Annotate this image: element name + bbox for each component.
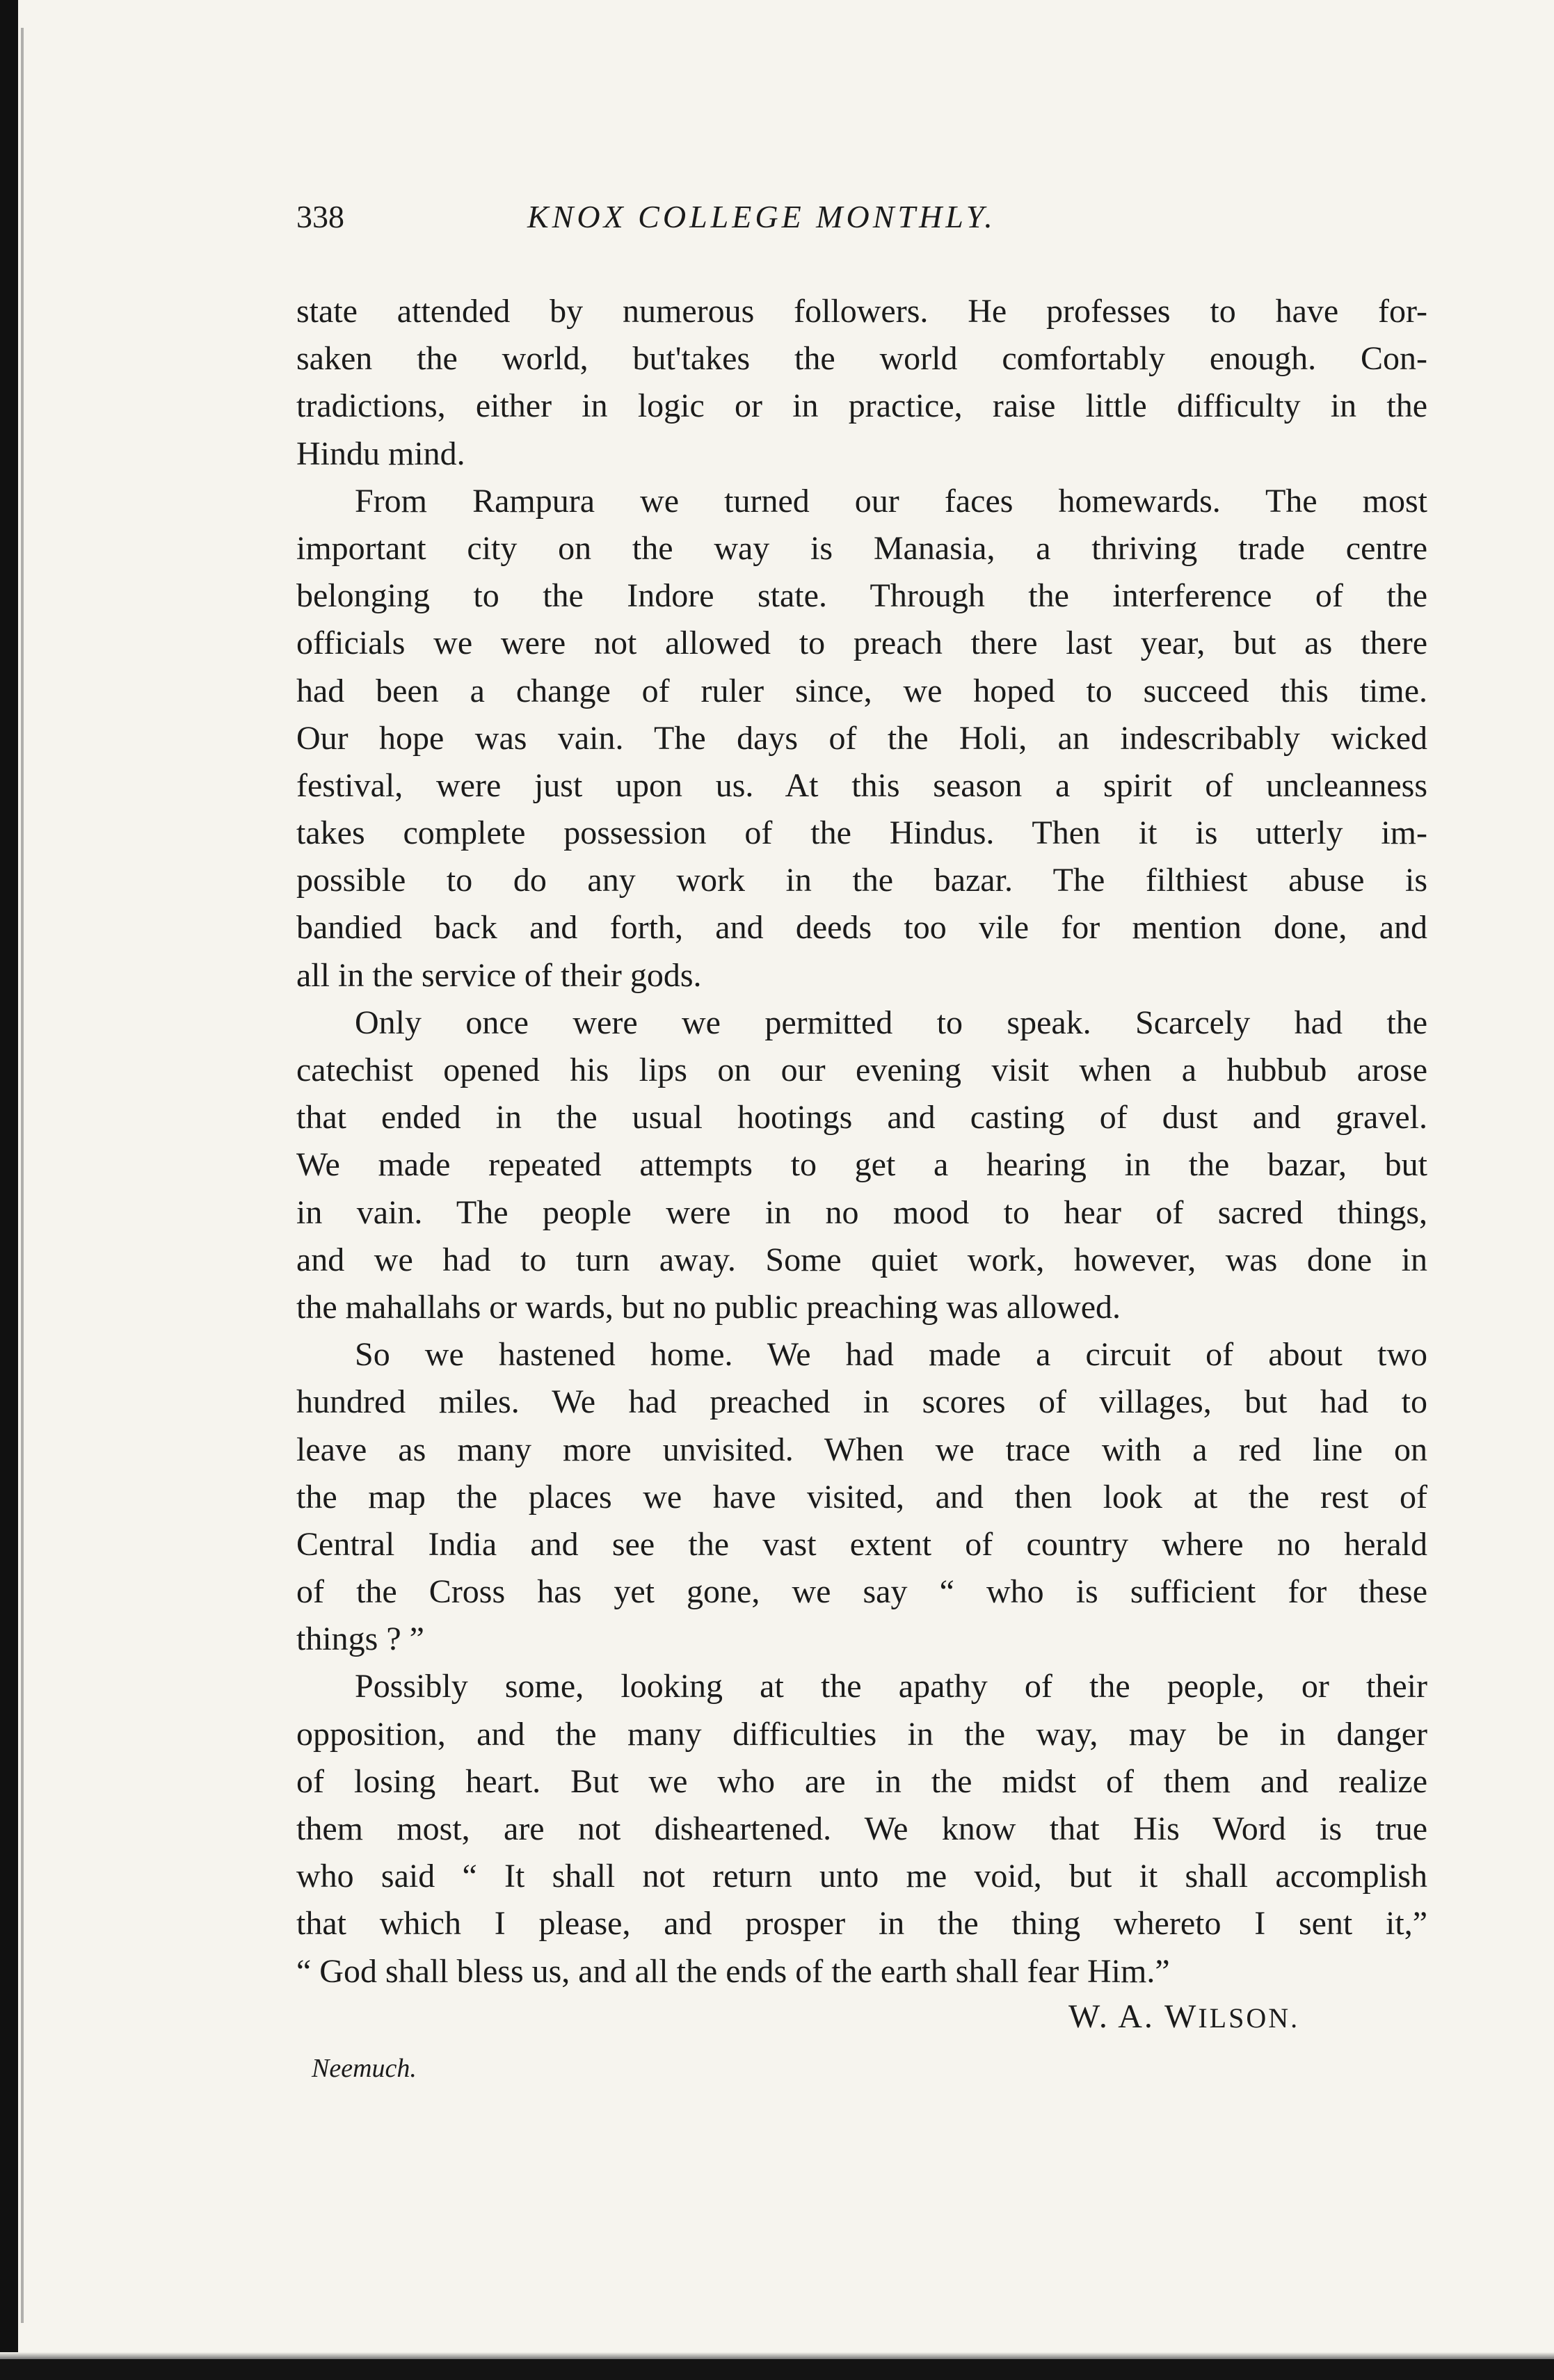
signature-initials: W. A. W [1068,1998,1199,2035]
bottom-edge-fade [0,2352,1554,2359]
text-line: had been a change of ruler since, we hoped to succeed this time. [296,672,1427,709]
text-line: that ended in the usual hootings and casting of dust and gravel. [296,1099,1427,1136]
text-line: officials we were not allowed to preach there last year, but as there [296,625,1427,662]
text-line: festival, were just upon us. At this season a spirit of uncleanness [296,766,1427,804]
text-line: From Rampura we turned our faces homewards. The most [355,482,1427,520]
text-line: things ? ” [296,1621,424,1658]
author-signature [1068,1997,1299,2036]
text-line: belonging to the Indore state. Through the interference of the [296,577,1427,615]
text-line: possible to do any work in the bazar. The filthiest abuse is [296,862,1427,899]
text-line: leave as many more unvisited. When we trace with a red line on [296,1431,1427,1468]
signature-surname: ILSON. [1198,2002,1300,2034]
left-edge-line [21,28,24,2323]
text-line: state attended by numerous followers. He professes to have for- [296,293,1427,330]
text-line: bandied back and forth, and deeds too vile for mention done, and [296,909,1427,947]
text-line: the mahallahs or wards, but no public preaching was allowed. [296,1288,1121,1326]
page-header [0,198,1554,240]
text-line: important city on the way is Manasia, a thriving trade centre [296,529,1427,567]
place-line: Neemuch. [312,2054,417,2083]
text-line: Our hope was vain. The days of the Holi, an indescribably wicked [296,719,1427,757]
text-line: in vain. The people were in no mood to hear of sacred things, [296,1193,1427,1231]
text-line: So we hastened home. We had made a circuit of about two [355,1336,1427,1374]
text-line: opposition, and the many difficulties in the way, may be in danger [296,1715,1427,1753]
article-body [296,288,1427,1995]
text-line: and we had to turn away. Some quiet work, however, was done in [296,1241,1427,1278]
left-edge-shadow [0,0,18,2380]
text-line: saken the world, but'takes the world comfortably enough. Con- [296,340,1427,378]
text-line: Only once were we permitted to speak. Scarcely had the [355,1004,1427,1041]
page-number: 338 [296,199,344,234]
running-title: KNOX COLLEGE MONTHLY. [527,199,996,234]
text-line: “ God shall bless us, and all the ends of the earth shall fear Him.” [296,1952,1170,1990]
text-line: of losing heart. But we who are in the midst of them and realize [296,1762,1427,1800]
text-line: that which I please, and prosper in the thing whereto I sent it,” [296,1905,1427,1943]
text-line: Possibly some, looking at the apathy of the people, or their [355,1668,1427,1705]
text-line: of the Cross has yet gone, we say “ who is sufficient for these [296,1573,1427,1611]
text-line: hundred miles. We had preached in scores of villages, but had to [296,1383,1427,1421]
text-line: Hindu mind. [296,435,465,472]
text-line: catechist opened his lips on our evening visit when a hubbub arose [296,1052,1427,1088]
text-line: them most, are not disheartened. We know that His Word is true [296,1810,1427,1847]
text-line: who said “ It shall not return unto me void, but it shall accomplish [296,1858,1427,1895]
bottom-edge-shadow [0,2359,1554,2380]
text-line: the map the places we have visited, and then look at the rest of [296,1478,1427,1515]
text-line: tradictions, either in logic or in practice, raise little difficulty in the [296,387,1427,425]
text-line: We made repeated attempts to get a hearing in the bazar, but [296,1146,1427,1184]
text-line: takes complete possession of the Hindus. Then it is utterly im- [296,814,1427,852]
text-line: Central India and see the vast extent of country where no herald [296,1525,1427,1563]
text-line: all in the service of their gods. [296,956,702,994]
